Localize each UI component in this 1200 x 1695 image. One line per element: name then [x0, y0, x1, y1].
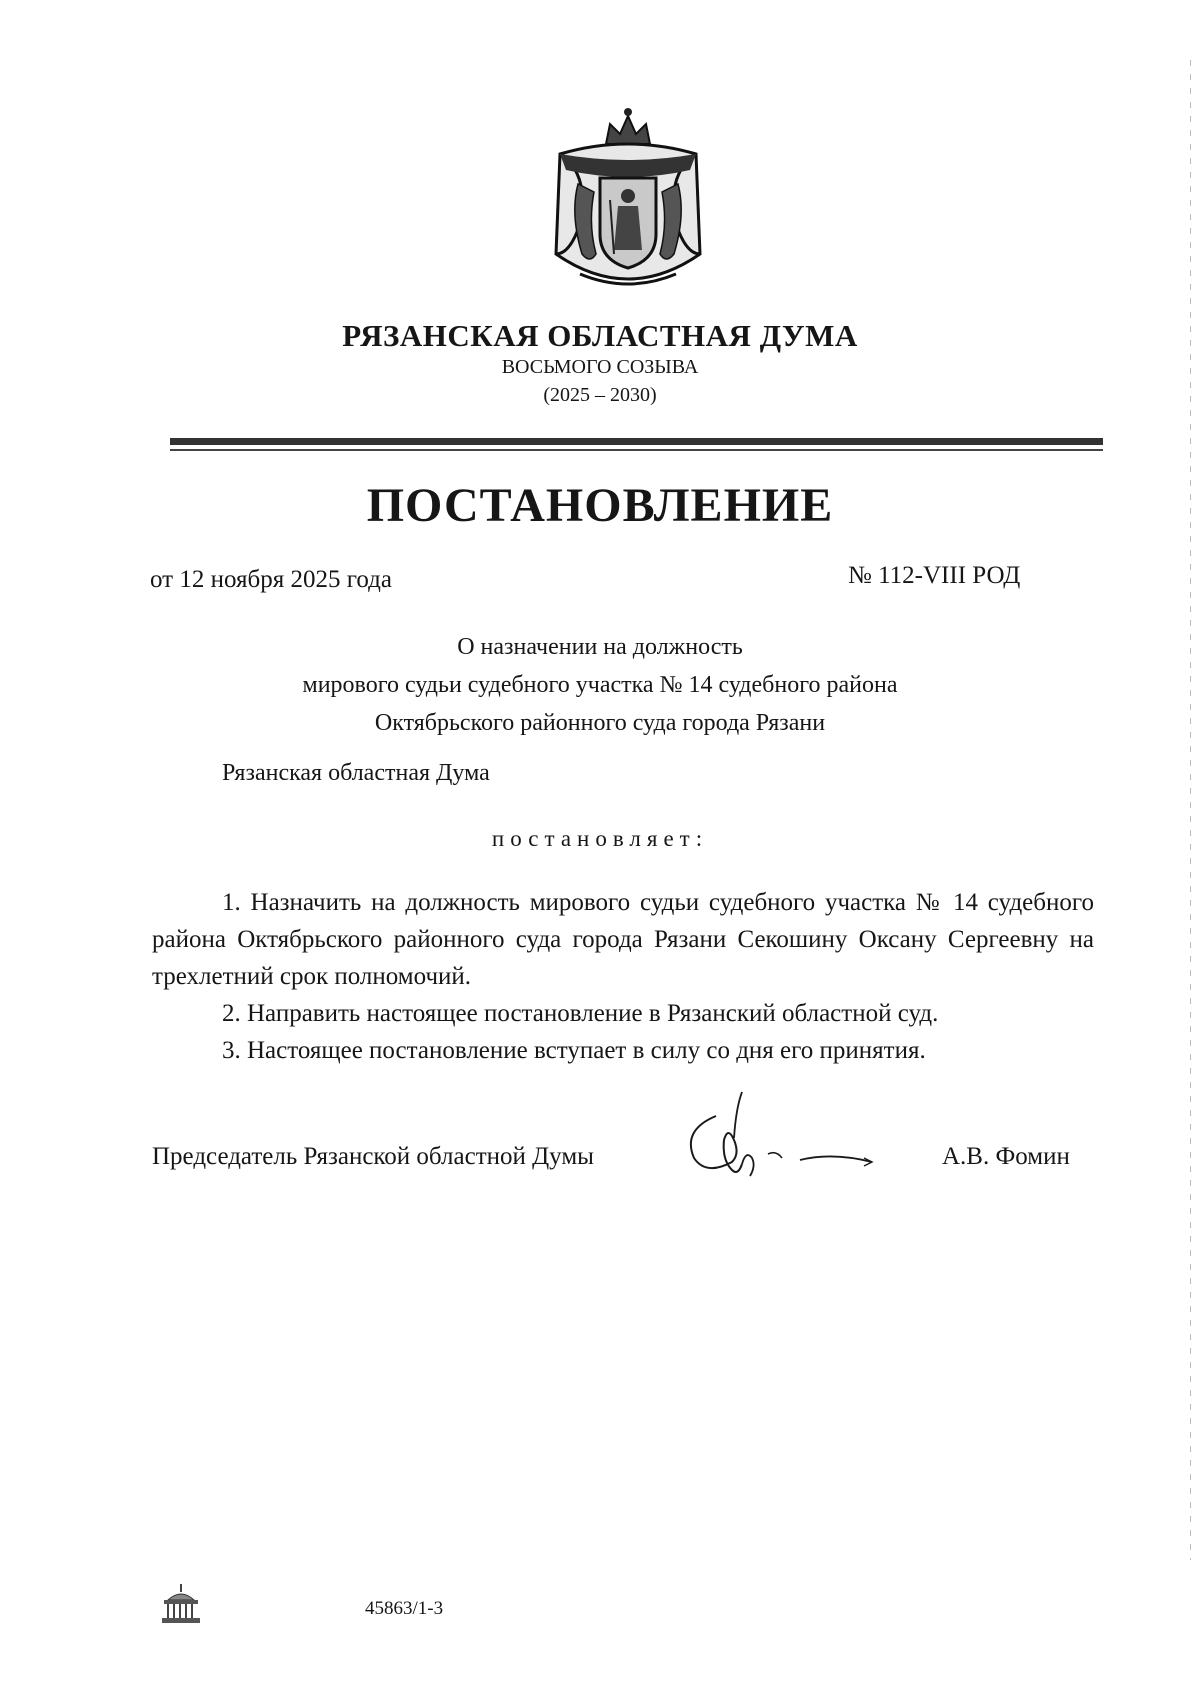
document-type-title: ПОСТАНОВЛЕНИЕ	[366, 479, 834, 532]
document-code: 45863/1-3	[365, 1598, 444, 1619]
convocation-label: ВОСЬМОГО СОЗЫВА	[501, 356, 699, 378]
coat-of-arms-icon	[540, 104, 716, 300]
resolution-item: 1. Назначить на должность мирового судьи судебного участка № 14 судебного района Октябрьского районного суда города Рязани Секошину Оксану Сергеевну на трехлетний срок полномочий.	[152, 889, 1094, 990]
resolution-items	[152, 884, 1094, 1069]
signatory-name: А.В. Фомин	[942, 1143, 1070, 1170]
document-subject	[0, 628, 1200, 742]
organization-title: РЯЗАНСКАЯ ОБЛАСТНАЯ ДУМА	[342, 318, 858, 353]
resolves-label: постановляет:	[491, 826, 709, 851]
convocation-years: (2025 – 2030)	[543, 384, 657, 406]
handwritten-signature	[672, 1080, 902, 1190]
scan-edge-artifact	[1190, 60, 1191, 1560]
resolution-item: 2. Направить настоящее постановление в Рязанский областной суд.	[222, 1000, 939, 1027]
document-number: № 112-VIII РОД	[848, 562, 1021, 589]
subject-line: Октябрьского районного суда города Рязани	[374, 710, 826, 736]
header-divider-thin	[170, 449, 1103, 451]
issuer-label: Рязанская областная Дума	[222, 760, 490, 786]
subject-line: мирового судьи судебного участка № 14 судебного района	[302, 672, 898, 698]
subject-line: О назначении на должность	[457, 634, 743, 660]
building-emblem-icon	[158, 1582, 204, 1626]
resolution-item: 3. Настоящее постановление вступает в силу со дня его принятия.	[222, 1037, 926, 1064]
header-divider-thick	[170, 438, 1103, 445]
signatory-role: Председатель Рязанской областной Думы	[152, 1143, 594, 1170]
document-date: от 12 ноября 2025 года	[150, 566, 392, 593]
